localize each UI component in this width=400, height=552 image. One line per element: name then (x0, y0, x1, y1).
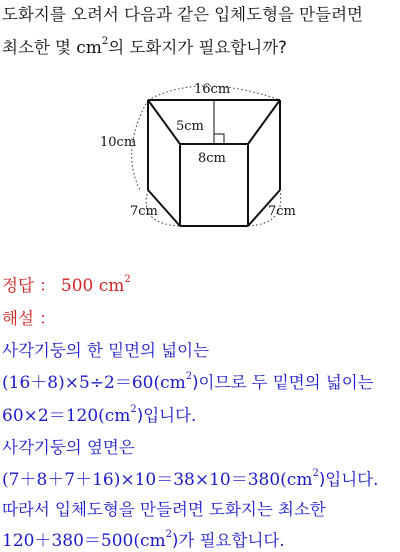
solution-text-7-suffix: )가 필요합니다. (172, 531, 285, 550)
solution-line-3 (2, 405, 196, 427)
answer-value: 500 (60, 276, 94, 296)
label-top: 16cm (194, 82, 231, 97)
label-slant-left: 7cm (130, 204, 158, 219)
solution-math-7-text: 120＋380＝500(cm (2, 531, 166, 551)
answer-value-group (61, 276, 131, 296)
solution-math-2-exp: 2 (185, 371, 193, 383)
solution-text-5-suffix: )입니다. (318, 470, 379, 489)
label-inner-height: 5cm (176, 119, 204, 134)
prism-figure (90, 78, 310, 240)
question-unit-base: cm (76, 38, 102, 58)
label-slant-right: 7cm (268, 204, 296, 219)
solution-math-7 (2, 531, 172, 551)
solution-math-3-exp: 2 (130, 404, 137, 416)
solution-text-6: 따라서 입체도형을 만들려면 도화지는 최소한 (2, 500, 326, 519)
solution-line-6 (2, 499, 326, 521)
solution-math-7-exp: 2 (165, 529, 172, 541)
answer-unit-base: cm (98, 276, 125, 296)
solution-text-2-suffix: )이므로 두 밑면의 넓이는 (192, 373, 374, 392)
solution-math-5-text: (7＋8＋7＋16)×10＝38×10＝380(cm (2, 470, 313, 490)
front-right-slant-edge (248, 100, 280, 144)
solution-math-3 (2, 406, 137, 426)
right-angle-marker (214, 134, 224, 144)
solution-math-2 (2, 373, 192, 393)
question-unit-exponent: 2 (101, 36, 109, 48)
solution-math-5-exp: 2 (312, 468, 319, 480)
solution-label-line (2, 308, 56, 330)
question-line-1 (2, 4, 363, 26)
label-left: 10cm (100, 135, 137, 150)
answer-unit-exponent: 2 (124, 274, 131, 286)
solution-math-3-text: 60×2＝120(cm (2, 406, 131, 426)
solution-text-4: 사각기둥의 옆면은 (2, 438, 135, 457)
question-line-2 (2, 37, 287, 59)
solution-line-7 (2, 530, 285, 552)
question-unit (76, 38, 108, 58)
solution-line-5 (2, 469, 378, 491)
solution-text-1: 사각기둥의 한 밑면의 넓이는 (2, 341, 210, 360)
answer-label: 정답 ： (2, 276, 56, 295)
question-text-2-prefix: 최소한 몇 (2, 38, 77, 57)
solution-math-5 (2, 470, 319, 490)
question-text-1: 도화지를 오려서 다음과 같은 입체도형을 만들려면 (2, 5, 363, 24)
answer-line (2, 275, 131, 297)
solution-line-1 (2, 340, 209, 362)
label-inner-bottom: 8cm (198, 151, 226, 166)
solution-line-2 (2, 372, 374, 394)
question-text-2-suffix: 의 도화지가 필요합니까? (108, 38, 287, 57)
solution-line-4 (2, 437, 135, 459)
solution-math-2-text: (16＋8)×5÷2＝60(cm (2, 373, 186, 393)
solution-label: 해설 ： (2, 309, 56, 328)
solution-text-3-suffix: )입니다. (136, 406, 197, 425)
